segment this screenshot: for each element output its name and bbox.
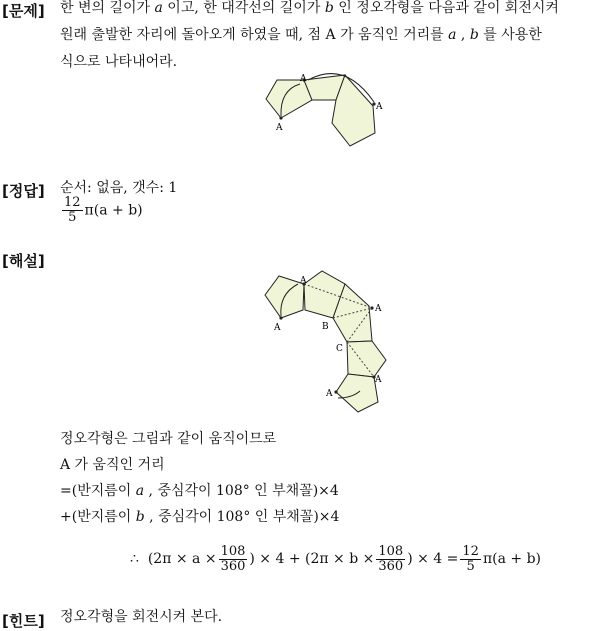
problem-line-3: 식으로 나타내어라.	[60, 54, 178, 70]
point-a-label: A	[300, 276, 307, 286]
answer-label: [정답]	[2, 182, 45, 200]
problem-line-1: 한 변의 길이가 a 이고, 한 대각선의 길이가 b 인 정오각형을 다음과 같이 회전시켜	[60, 0, 559, 16]
answer-expression: $\frac{12}{5}$ π(a + b)	[64, 195, 143, 225]
point-a-label: A	[300, 74, 307, 84]
solution-line-3: =(반지름이 a , 중심각이 108° 인 부채꼴)×4	[60, 483, 339, 499]
point-c-label: C	[336, 344, 343, 354]
hint-text: 정오각형을 회전시켜 본다.	[60, 609, 223, 625]
point-b-label: B	[322, 322, 329, 332]
solution-line-4: +(반지름이 b , 중심각이 108° 인 부채꼴)×4	[60, 509, 340, 525]
point-a-label: A	[326, 389, 333, 399]
solution-line-1: 정오각형은 그림과 같이 움직이므로	[60, 431, 277, 447]
point-a-label: A	[276, 123, 283, 133]
problem-label: [문제]	[2, 2, 45, 20]
hint-label: [힌트]	[2, 612, 45, 630]
point-a-label: A	[274, 323, 281, 333]
pentagon-start	[266, 80, 312, 118]
solution-figure	[255, 268, 395, 416]
problem-figure	[255, 68, 395, 150]
problem-line-2: 원래 출발한 자리에 돌아오게 하였을 때, 점 A 가 움직인 거리를 a , b 를 사용한	[60, 27, 542, 43]
point-a-label: A	[375, 375, 382, 385]
pentagon-4	[347, 341, 386, 377]
solution-label: [해설]	[2, 252, 45, 270]
answer-line-1: 순서: 없음, 갯수: 1	[60, 180, 178, 196]
solution-line-2: A 가 움직인 거리	[60, 457, 165, 473]
solution-equation: ∴ (2π × a × $\frac{108}{360}$ ) × 4 + (2π × b × $\frac{108}{360}$ ) × 4 = $\frac{12}{5}$ π(a + b)	[130, 543, 542, 574]
point-a-label: A	[375, 304, 382, 314]
point-a-label: A	[376, 102, 383, 112]
answer-fraction: $\frac{12}{5}$	[64, 195, 81, 225]
